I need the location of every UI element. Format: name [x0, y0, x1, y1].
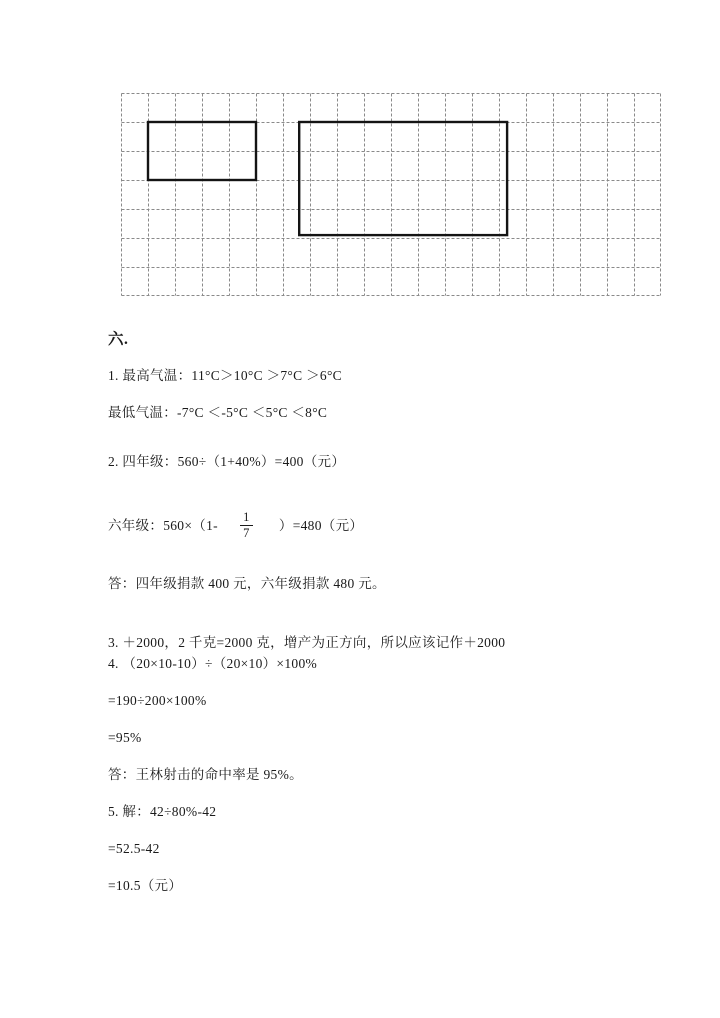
fraction-numerator: 1	[243, 510, 250, 524]
answer-line-q2-grade4: 2. 四年级：560÷（1+40%）=400（元）	[108, 454, 346, 469]
answer-line-q4-step1: =190÷200×100%	[108, 693, 207, 709]
answer-line-q4-answer: 答：王林射击的命中率是 95%。	[108, 767, 303, 783]
grid-figure	[121, 93, 660, 297]
answer-line-q1-high-temp: 1. 最高气温：11°C＞10°C ＞7°C ＞6°C	[108, 368, 342, 383]
fraction-denominator: 7	[243, 526, 250, 541]
answer-line-q5-solution: 5. 解：42÷80%-42	[108, 804, 217, 820]
answer-line-q2-grade6	[108, 511, 668, 540]
q2-grade6-prefix: 六年级：560×（1-	[108, 518, 218, 534]
answer-line-q4-expression: 4. （20×10-10）÷（20×10）×100%	[108, 656, 318, 672]
answer-content	[108, 330, 668, 913]
section-heading-six: 六.	[108, 331, 129, 348]
large-rectangle	[299, 122, 507, 235]
answer-line-q5-step2: =10.5（元）	[108, 878, 183, 894]
answer-line-q4-step2: =95%	[108, 730, 142, 746]
answer-line-q5-step1: =52.5-42	[108, 841, 160, 857]
grid-svg	[121, 93, 661, 296]
answer-line-q3: 3. ＋2000，2 千克=2000 克，增产为正方向，所以应该记作＋2000	[108, 635, 506, 651]
answer-line-q2-answer: 答：四年级捐款 400 元，六年级捐款 480 元。	[108, 576, 386, 592]
answer-line-q1-low-temp: 最低气温：-7°C ＜-5°C ＜5°C ＜8°C	[108, 405, 328, 420]
q2-grade6-suffix: ）=480（元）	[278, 518, 364, 534]
fraction-one-seventh	[240, 511, 253, 540]
